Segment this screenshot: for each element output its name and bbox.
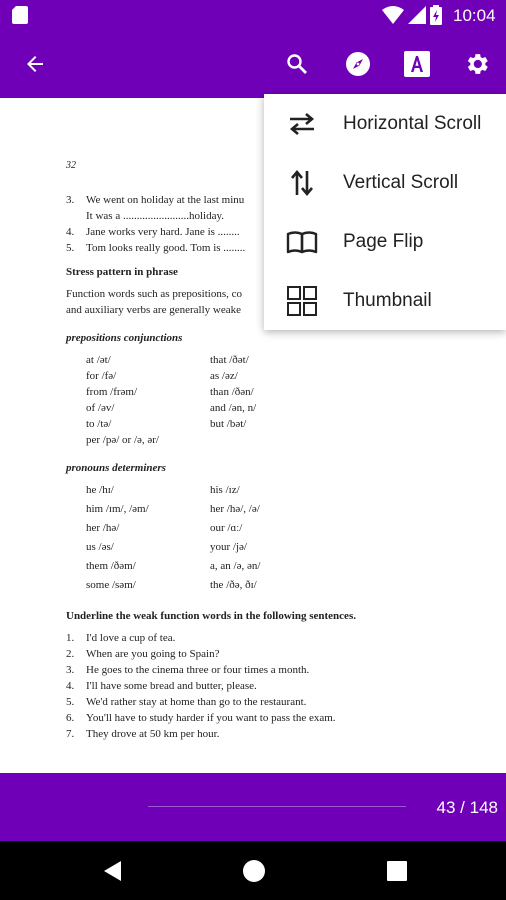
list-item: It was a ........................holiday. [86,210,224,222]
font-icon[interactable] [401,48,433,80]
table-row: some /səm/ the /ðə, ðɪ/ [86,579,257,591]
battery-icon [430,5,442,25]
page-number-label: 32 [66,160,76,171]
prepositions-table [86,352,334,448]
section-heading: Stress pattern in phrase [66,266,178,278]
status-time: 10:04 [453,6,496,25]
table-row: he /hɪ/ his /ɪz/ [86,484,240,496]
system-nav-bar [0,841,506,900]
page-seek-bar[interactable] [148,806,406,807]
sd-card-icon [12,6,28,24]
list-item: 3. We went on holiday at the last minu [66,194,245,206]
pronouns-table [86,482,334,596]
table-row: him /ɪm/, /əm/ her /hə/, /ə/ [86,503,260,515]
menu-item-label: Thumbnail [343,290,432,311]
status-bar [0,0,506,30]
table-row: to /tə/ but /bət/ [86,418,247,430]
gear-icon[interactable] [461,48,493,80]
list-item: 5. We'd rather stay at home than go to the restaurant. [66,696,307,708]
list-item: 6. You'll have to study harder if you want to pass the exam. [66,712,336,724]
list-item: 4. I'll have some bread and butter, please. [66,680,257,692]
section-heading: Underline the weak function words in the following sentences. [66,610,356,622]
list-item: 1. I'd love a cup of tea. [66,632,176,644]
signal-icon [408,6,426,24]
table-row: for /fə/ as /əz/ [86,370,238,382]
menu-item-horizontal-scroll[interactable] [264,95,506,153]
paragraph: and auxiliary verbs are generally weake [66,304,241,316]
list-item: 4. Jane works very hard. Jane is ........ [66,226,240,238]
list-item: 5. Tom looks really good. Tom is ........ [66,242,246,254]
book-icon [286,226,318,258]
page-indicator: 43 / 148 [436,798,498,817]
list-item: 3. He goes to the cinema three or four times a month. [66,664,310,676]
vertical-arrows-icon [286,167,318,199]
sentence-list [66,630,486,742]
menu-item-page-flip[interactable] [264,213,506,271]
bottom-bar [0,773,506,841]
table-row: from /frəm/ than /ðən/ [86,386,254,398]
subheading: prepositions conjunctions [66,332,183,344]
list-item: 2. When are you going to Spain? [66,648,220,660]
menu-item-thumbnail[interactable] [264,272,506,330]
table-row: us /əs/ your /jə/ [86,541,247,553]
table-row: them /ðəm/ a, an /ə, ən/ [86,560,261,572]
table-row: of /əv/ and /ən, n/ [86,402,257,414]
compass-icon[interactable] [342,48,374,80]
paragraph: Function words such as prepositions, co [66,288,242,300]
menu-item-vertical-scroll[interactable] [264,154,506,212]
table-row: at /ət/ that /ðət/ [86,354,249,366]
wifi-icon [382,6,404,24]
search-icon[interactable] [281,48,313,80]
list-item: 7. They drove at 50 km per hour. [66,728,220,740]
back-arrow-icon[interactable] [19,48,51,80]
menu-item-label: Vertical Scroll [343,172,459,193]
back-triangle-icon[interactable] [100,858,126,884]
subheading: pronouns determiners [66,462,166,474]
menu-item-label: Horizontal Scroll [343,113,482,134]
app-bar [0,30,506,98]
horizontal-arrows-icon [286,108,318,140]
home-circle-icon[interactable] [241,858,267,884]
table-row: her /hə/ our /ɑː/ [86,522,243,534]
view-mode-menu [264,94,506,330]
menu-item-label: Page Flip [343,231,424,252]
grid-icon [286,285,318,317]
table-row: per /pə/ or /ə, ər/ [86,434,159,446]
recents-square-icon[interactable] [384,858,410,884]
